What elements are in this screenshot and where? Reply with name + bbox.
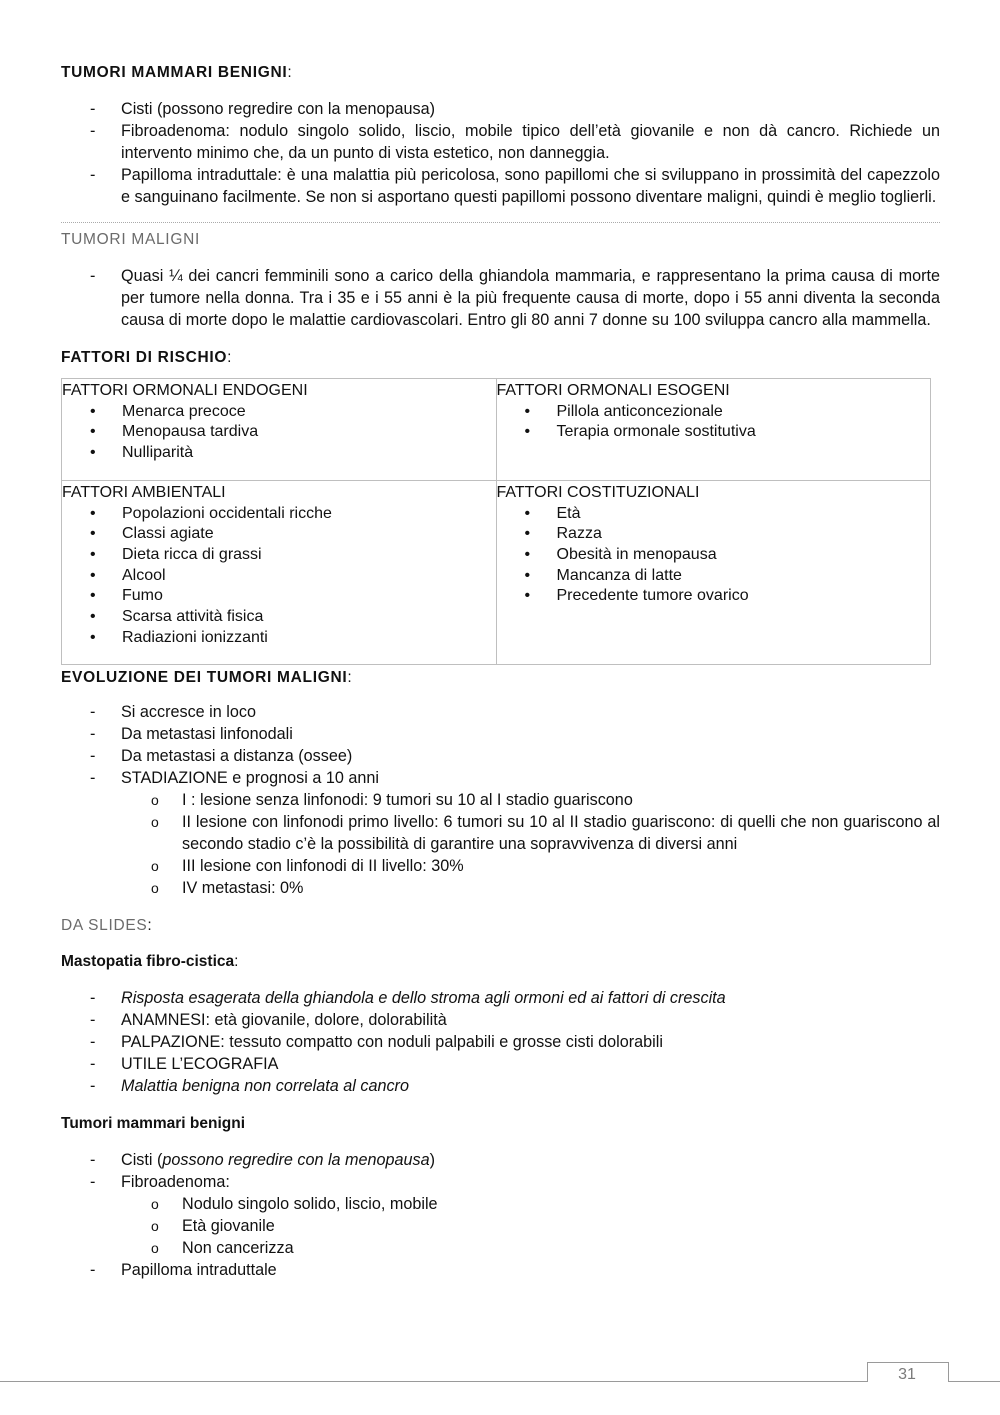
item-text: Da metastasi a distanza (ossee) [121,747,353,766]
list-item [497,504,929,525]
list-item [61,120,940,164]
dash-marker: - [90,1055,96,1074]
cell-title: FATTORI AMBIENTALI [62,483,226,501]
item-text: Mancanza di latte [556,566,682,584]
section-divider [61,222,940,223]
list-item [61,855,940,877]
list-item [61,164,940,208]
list-item [62,628,494,649]
dash-marker: - [90,1033,96,1052]
list-item [61,1259,940,1281]
heading-text: EVOLUZIONE DEI TUMORI MALIGNI [61,669,348,687]
list-item [61,701,940,723]
dash-marker: - [90,267,96,285]
item-text: Precedente tumore ovarico [556,587,749,605]
list-item [61,723,940,745]
list-item [62,443,494,464]
bullet-marker: • [90,608,96,626]
list-benigni-slides [61,1149,940,1193]
list-item [62,524,494,545]
item-text: I : lesione senza linfonodi: 9 tumori su 10 al I stadio guariscono [182,791,633,810]
bullet-marker: • [524,525,531,543]
item-text: Obesità in menopausa [556,545,717,563]
item-text: III lesione con linfonodi di II livello: 30% [182,857,464,876]
bullet-marker: • [524,587,531,605]
list-item [61,1009,940,1031]
list-item [61,1053,940,1075]
item-text: ) [429,1151,436,1170]
list-item [62,607,494,628]
item-text: ANAMNESI: età giovanile, dolore, dolorabilità [121,1011,447,1030]
footer-rule [0,1381,1000,1382]
page-number: 31 [898,1366,916,1383]
document-page [61,62,940,1281]
circle-marker: o [151,1196,159,1213]
item-text: Classi agiate [122,525,214,543]
circle-marker: o [151,814,159,831]
list-item [61,789,940,811]
item-text: Si accresce in loco [121,703,256,722]
item-text: Da metastasi linfonodali [121,725,293,744]
dash-marker: - [90,1011,96,1030]
item-text: Nodulo singolo solido, liscio, mobile [182,1195,438,1214]
heading-colon: : [287,64,293,81]
circle-marker: o [151,1218,159,1235]
list-item [61,1215,940,1237]
list-benigni [61,98,940,208]
heading-da-slides [61,915,940,937]
item-text: UTILE L’ECOGRAFIA [121,1055,279,1074]
list-papilloma [61,1259,940,1281]
item-text: Nulliparità [122,444,194,462]
heading-text: FATTORI DI RISCHIO [61,349,228,366]
item-text: Cisti (possono regredire con la menopausa) [121,100,436,118]
list-item [61,1193,940,1215]
table-row [62,480,931,665]
heading-mastopatia [61,951,940,973]
item-text: Risposta esagerata della ghiandola e dello stroma agli ormoni ed ai fattori di crescita [121,989,726,1008]
item-text: Età giovanile [182,1217,275,1236]
list-item [497,566,929,587]
bullet-marker: • [524,504,531,522]
dash-marker: - [90,769,96,788]
heading-colon: : [347,669,353,687]
item-text: Fibroadenoma: nodulo singolo solido, liscio, mobile tipico dell’età giovanile e non dà cancro. Richiede un intervento minimo che, da un punto di vista estetico, non danneggia. [121,122,940,162]
list-item [61,745,940,767]
list-item [62,566,494,587]
item-text: Razza [556,525,602,543]
heading-colon: : [147,917,153,935]
bullet-marker: • [90,525,96,543]
item-text: IV metastasi: 0% [182,879,304,898]
list-item [61,767,940,789]
list-stadi [61,789,940,899]
list-mastopatia [61,987,940,1097]
bullet-marker: • [90,628,96,646]
list-item [61,1031,940,1053]
item-text: PALPAZIONE: tessuto compatto con noduli palpabili e grosse cisti dolorabili [121,1033,663,1052]
item-text: II lesione con linfonodi primo livello: 6 tumori su 10 al II stadio guariscono: di quelli che non guariscono al secondo stadio c’è la possibilità di garantire una sopravvivenza di diversi anni [182,813,940,854]
heading-evoluzione [61,667,940,689]
dash-marker: - [90,703,96,722]
list-item [497,422,929,443]
dash-marker: - [90,725,96,744]
bullet-marker: • [524,402,531,420]
dash-marker: - [90,166,96,184]
circle-marker: o [151,880,159,897]
list-item [497,586,929,607]
list-evoluzione [61,701,940,789]
item-text: Malattia benigna non correlata al cancro [121,1077,409,1096]
risk-factors-table [61,378,931,665]
circle-marker: o [151,792,159,809]
list-item [61,987,940,1009]
bullet-marker: • [90,444,96,462]
item-text: Fibroadenoma: [121,1173,230,1192]
item-text: Menopausa tardiva [122,423,259,441]
item-text-italic: possono regredire con la menopausa [162,1151,430,1170]
item-text: STADIAZIONE e prognosi a 10 anni [121,769,379,788]
item-text: Terapia ormonale sostitutiva [556,423,756,441]
heading-tumori-benigni-slides: Tumori mammari benigni [61,1115,246,1133]
heading-fattori-rischio [61,347,940,369]
bullet-marker: • [90,587,96,605]
cell-title: FATTORI ORMONALI ENDOGENI [62,382,308,399]
item-text: Dieta ricca di grassi [122,545,262,563]
bullet-marker: • [90,402,96,420]
list-item [62,586,494,607]
item-text: Cisti ( [121,1151,163,1170]
dash-marker: - [90,747,96,766]
list-item [62,402,494,423]
bullet-marker: • [524,566,531,584]
dash-marker: - [90,1261,96,1280]
table-cell-esogeni [496,379,931,481]
circle-marker: o [151,858,159,875]
list-item [61,98,940,120]
bullet-marker: • [90,566,96,584]
item-text: Menarca precoce [122,402,246,420]
bullet-marker: • [90,423,96,441]
list-item [62,545,494,566]
item-text: Quasi ¼ dei cancri femminili sono a carico della ghiandola mammaria, e rappresentano la prima causa di morte per tumore nella donna. Tra i 35 e i 55 anni è la più frequente causa di morte, dopo i 55 anni diventa la seconda causa di morte dopo le malattie cardiovascolari. Entro gli 80 anni 7 donne su 100 sviluppa cancro alla mammella. [121,267,940,329]
list-item [62,422,494,443]
list-item [497,545,929,566]
list-item [61,1149,940,1171]
dash-marker: - [90,1151,96,1170]
dash-marker: - [90,989,96,1008]
item-text: Scarsa attività fisica [122,608,264,626]
item-text: Radiazioni ionizzanti [122,628,268,646]
dash-marker: - [90,100,96,118]
list-item [61,1237,940,1259]
item-text: Papilloma intraduttale [121,1261,277,1280]
bullet-marker: • [90,504,96,522]
table-row [62,379,931,481]
list-item [497,524,929,545]
heading-text: DA SLIDES [61,917,148,935]
circle-marker: o [151,1240,159,1257]
dash-marker: - [90,1173,96,1192]
list-maligni [61,265,940,331]
list-item [62,504,494,525]
bullet-marker: • [90,545,96,563]
cell-title: FATTORI COSTITUZIONALI [496,483,700,501]
list-item [61,1171,940,1193]
list-fibroadenoma [61,1193,940,1259]
list-item [61,811,940,855]
dash-marker: - [90,122,96,140]
heading-tumori-benigni [61,62,940,84]
list-item [61,1075,940,1097]
table-cell-costituzionali [496,480,931,665]
item-text: Popolazioni occidentali ricche [122,504,332,522]
dash-marker: - [90,1077,96,1096]
item-text: Fumo [122,587,163,605]
list-item [497,402,929,423]
heading-tumori-maligni: TUMORI MALIGNI [61,231,200,248]
item-text: Pillola anticoncezionale [556,402,723,420]
cell-title: FATTORI ORMONALI ESOGENI [496,382,730,399]
table-cell-endogeni [62,379,497,481]
heading-colon: : [234,953,239,971]
heading-colon: : [227,349,233,366]
item-text: Non cancerizza [182,1239,294,1258]
bullet-marker: • [524,545,531,563]
item-text: Età [556,504,581,522]
list-item [61,265,940,331]
heading-text: Mastopatia fibro-cistica [61,953,235,971]
item-text: Papilloma intraduttale: è una malattia più pericolosa, sono papillomi che si sviluppano in prossimità del capezzolo e sanguinano facilmente. Se non si asportano questi papillomi possono diventare maligni, quindi è meglio toglierli. [121,166,940,206]
item-text: Alcool [122,566,166,584]
heading-text: TUMORI MAMMARI BENIGNI [61,64,288,81]
list-item [61,877,940,899]
bullet-marker: • [524,423,531,441]
table-cell-ambientali [62,480,497,665]
